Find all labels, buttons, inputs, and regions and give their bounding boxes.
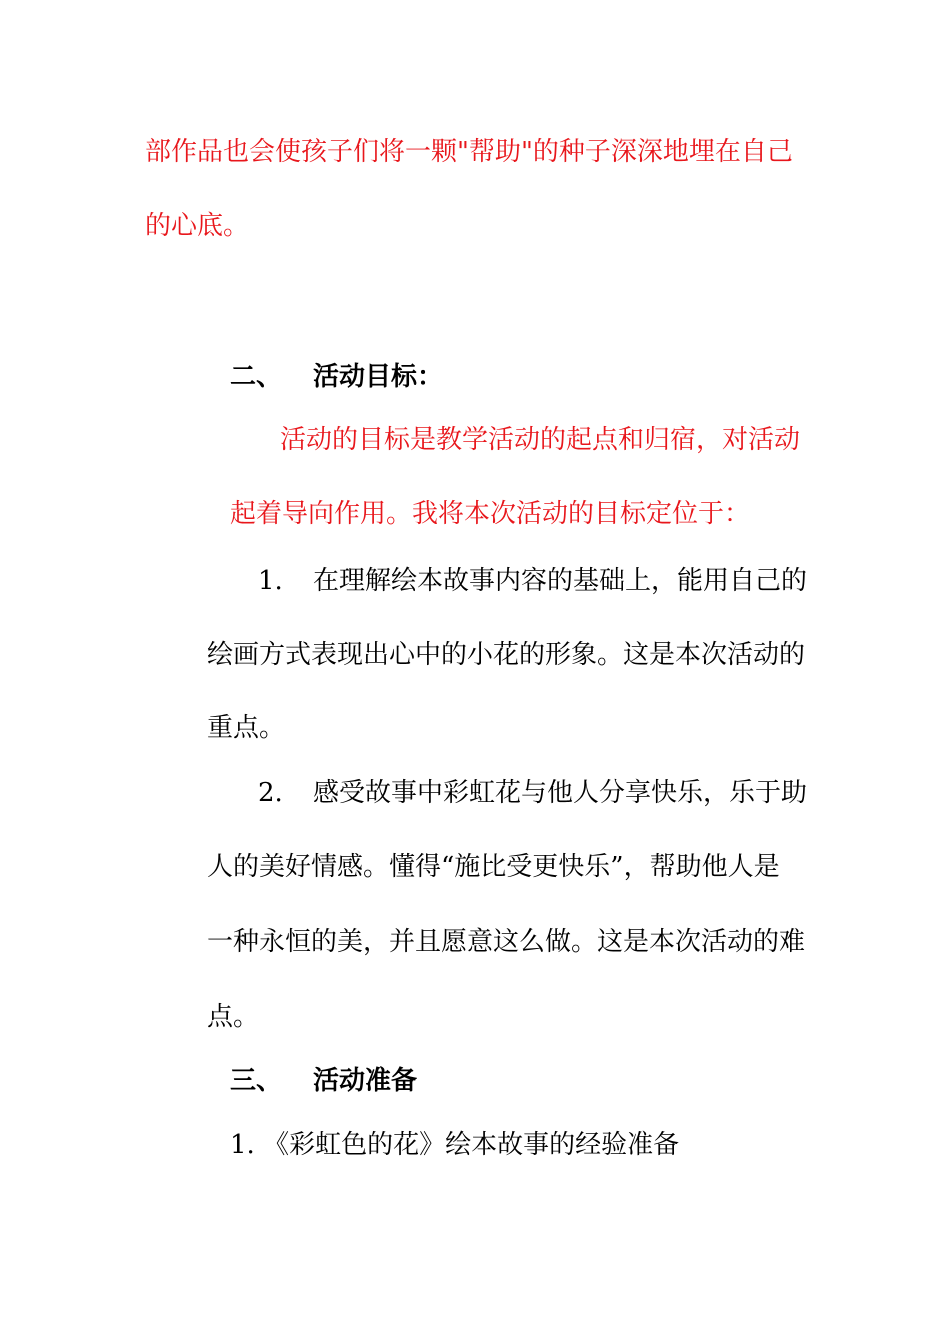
goal-2-line-3: 一种永恒的美，并且愿意这么做。这是本次活动的难 [207,927,806,957]
goal-2-number: 2. [258,778,283,808]
intro-line-1: 部作品也会使孩子们将一颗"帮助"的种子深深地埋在自己 [145,137,793,167]
goal-1-line-3: 重点。 [207,713,286,743]
section-3-item-1: 1. 《彩虹色的花》绘本故事的经验准备 [230,1130,680,1160]
section-2-number: 二、 [230,362,283,392]
section-2-title: 活动目标： [313,362,444,392]
goal-1-number: 1. [258,566,283,596]
goal-2-line-2: 人的美好情感。懂得“施比受更快乐”，帮助他人是 [207,852,780,882]
section-2-intro-line-2: 起着导向作用。我将本次活动的目标定位于： [230,499,751,529]
intro-line-2: 的心底。 [145,211,250,241]
section-3-number: 三、 [230,1066,283,1096]
section-2-intro-line-1: 活动的目标是教学活动的起点和归宿，对活动 [280,425,801,455]
section-3-title: 活动准备 [313,1066,418,1096]
goal-1-line-1: 在理解绘本故事内容的基础上，能用自己的 [313,566,808,596]
goal-2-line-4: 点。 [207,1002,260,1032]
goal-2-line-1: 感受故事中彩虹花与他人分享快乐，乐于助 [313,778,808,808]
goal-1-line-2: 绘画方式表现出心中的小花的形象。这是本次活动的 [207,640,806,670]
